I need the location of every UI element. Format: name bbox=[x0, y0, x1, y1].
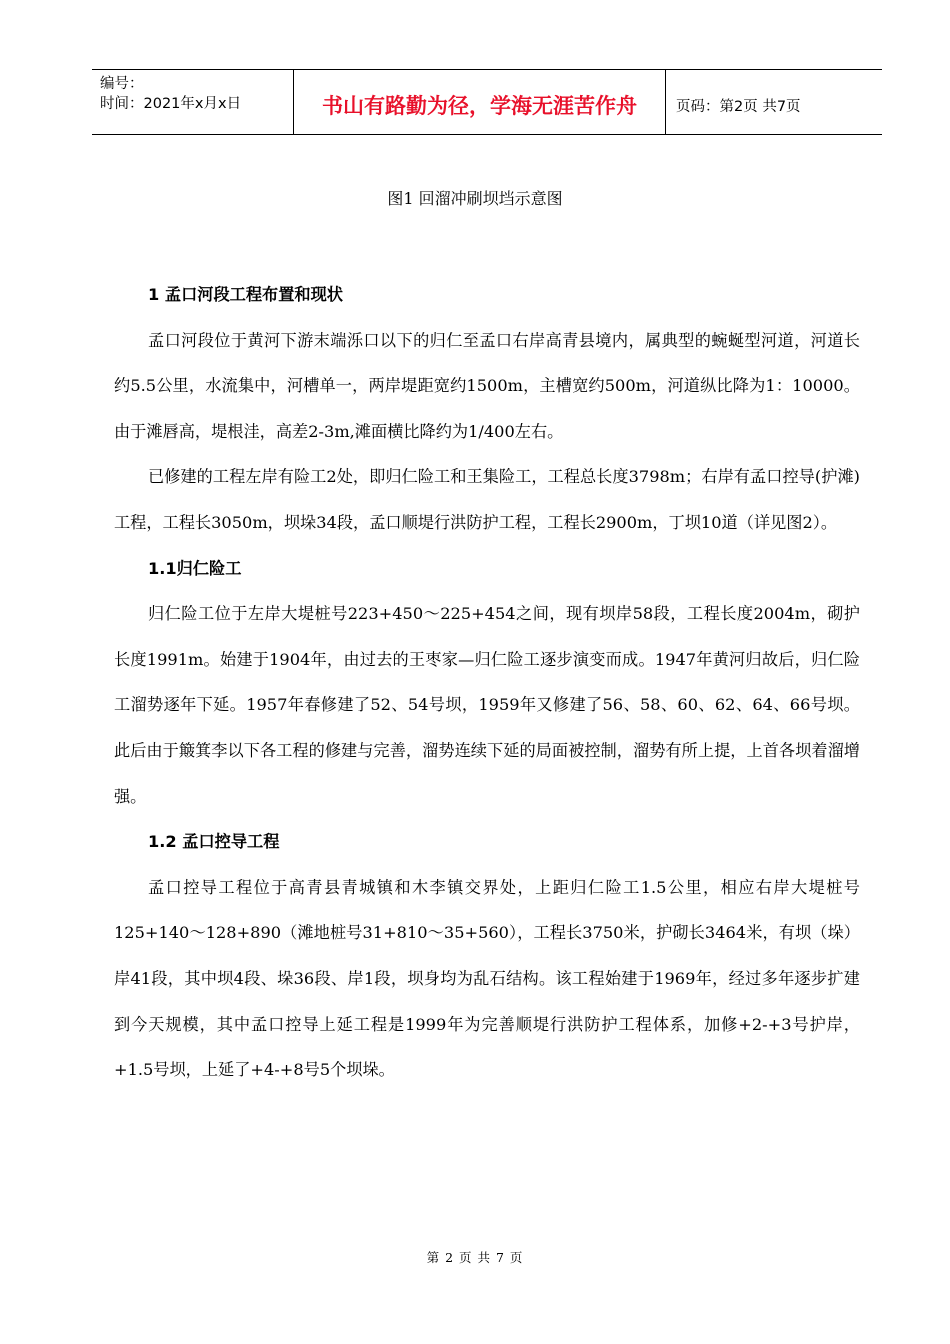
header-meta-cell bbox=[92, 70, 293, 134]
subsection-heading: 1.2 孟口控导工程 bbox=[148, 832, 280, 852]
paragraph: 孟口河段位于黄河下游末端泺口以下的归仁至孟口右岸高青县境内，属典型的蜿蜒型河道，河道长约5.5公里，水流集中，河槽单一，两岸堤距宽约1500m，主槽宽约500m，河道纵比降为1：10000。由于滩唇高，堤根洼，高差2-3m,滩面横比降约为1/400左右。 bbox=[114, 330, 860, 441]
document-body bbox=[114, 272, 860, 1093]
page-header bbox=[92, 69, 882, 135]
section-heading: 1 孟口河段工程布置和现状 bbox=[148, 285, 343, 304]
paragraph: 已修建的工程左岸有险工2处，即归仁险工和王集险工，工程总长度3798m；右岸有孟口控导(护滩)工程，工程长3050m，坝垛34段，孟口顺堤行洪防护工程，工程长2900m，丁坝10道（详见图2）。 bbox=[114, 467, 860, 532]
page-footer: 第 2 页 共 7 页 bbox=[426, 1250, 524, 1265]
header-page-cell bbox=[666, 70, 882, 134]
figure-caption: 图1 回溜冲刷坝垱示意图 bbox=[387, 189, 563, 208]
doc-code-label: 编号： bbox=[100, 76, 144, 92]
paragraph: 孟口控导工程位于高青县青城镇和木李镇交界处，上距归仁险工1.5公里，相应右岸大堤桩号125+140～128+890（滩地桩号31+810～35+560），工程长3750米，护砌长3464米，有坝（垛）岸41段，其中坝4段、垛36段、岸1段，坝身均为乱石结构。该工程始建于1969年，经过多年逐步扩建到今天规模，其中孟口控导上延工程是1999年为完善顺堤行洪防护工程体系，加修+2-+3号护岸，+1.5号坝，上延了+4-+8号5个坝垛。 bbox=[114, 877, 860, 1080]
paragraph: 归仁险工位于左岸大堤桩号223+450～225+454之间，现有坝岸58段，工程长度2004m，砌护长度1991m。始建于1904年，由过去的王枣家—归仁险工逐步演变而成。1947年黄河归故后，归仁险工溜势逐年下延。1957年春修建了52、54号坝，1959年又修建了56、58、60、62、64、66号坝。此后由于簸箕李以下各工程的修建与完善，溜势连续下延的局面被控制，溜势有所上提，上首各坝着溜增强。 bbox=[114, 604, 860, 806]
doc-time-label: 时间：2021年x月x日 bbox=[100, 96, 242, 112]
header-motto: 书山有路勤为径，学海无涯苦作舟 bbox=[322, 94, 637, 118]
subsection-heading: 1.1归仁险工 bbox=[148, 558, 242, 578]
header-motto-cell bbox=[293, 70, 666, 134]
header-page-number: 页码：第2页 共7页 bbox=[676, 99, 801, 115]
